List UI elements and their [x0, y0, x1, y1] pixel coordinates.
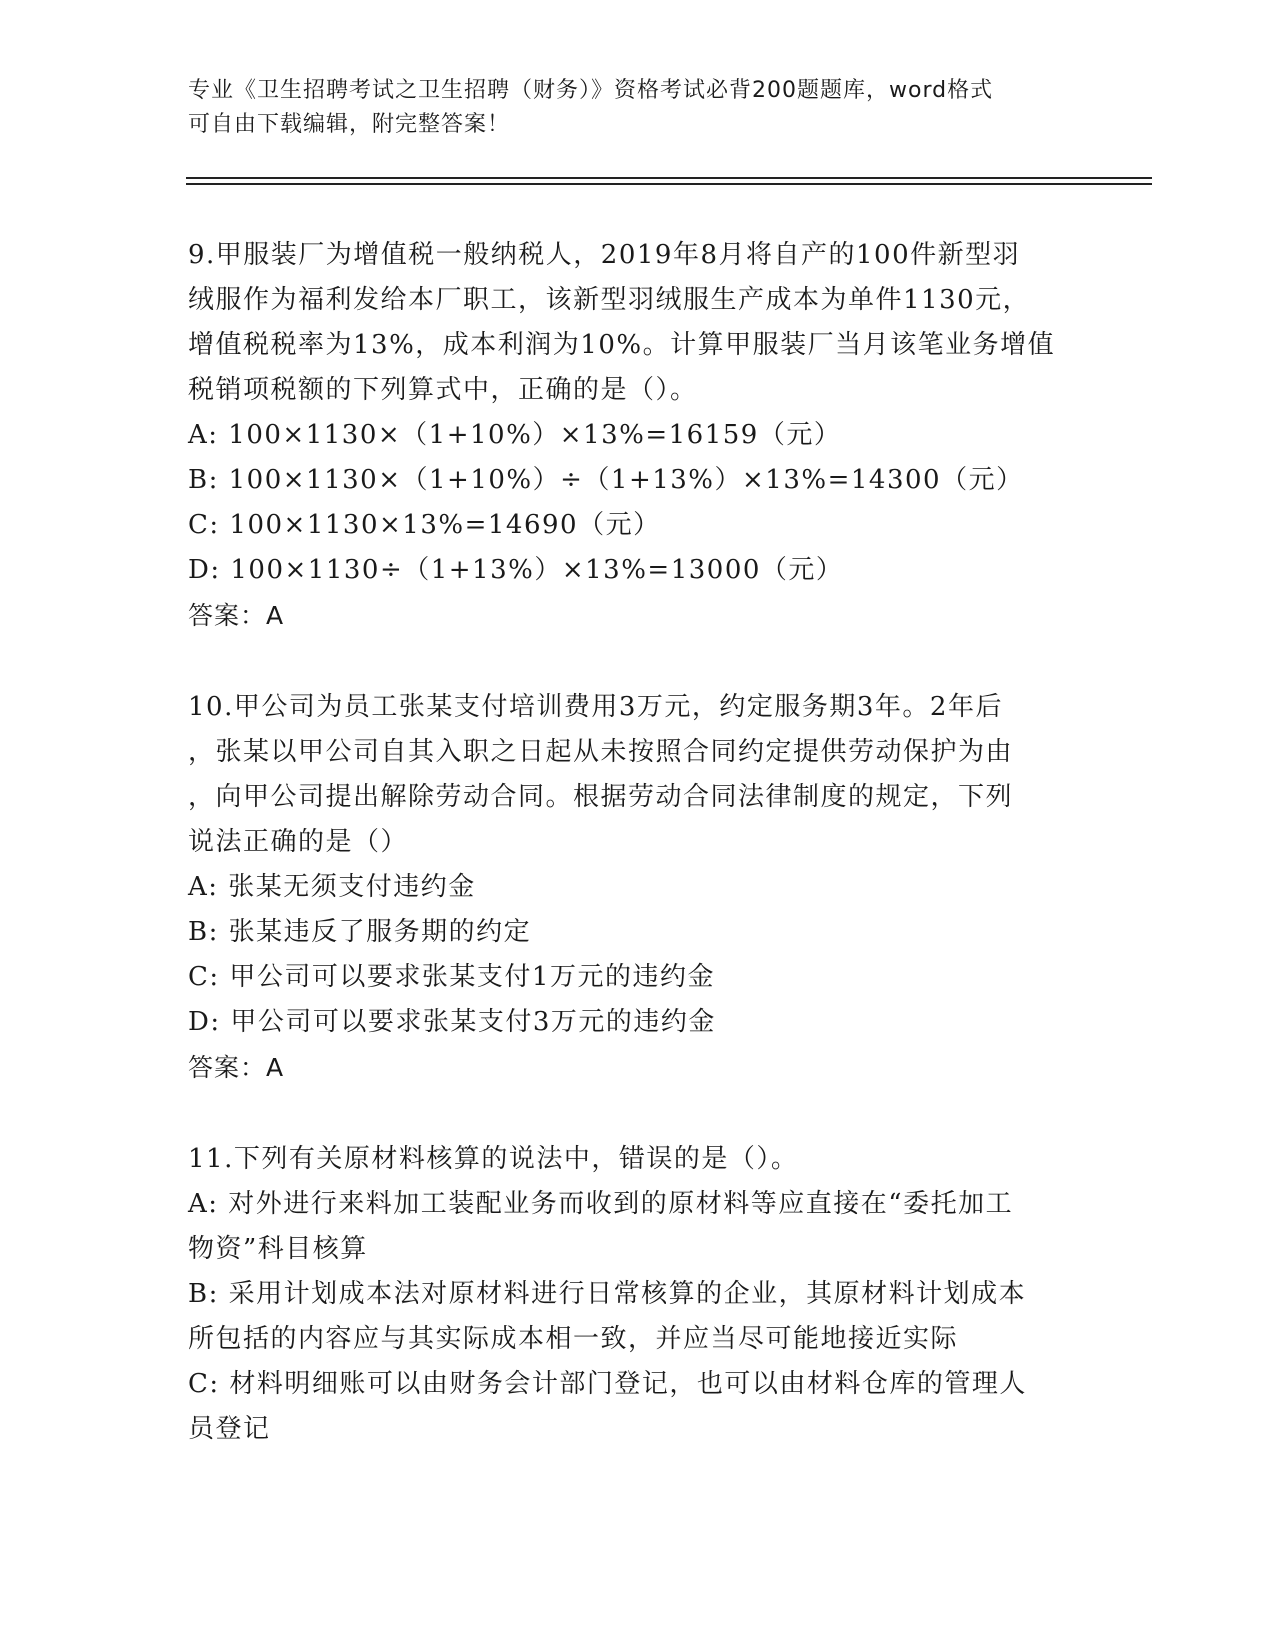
header-divider-top: [186, 177, 1152, 179]
option-c: C: 100×1130×13%=14690（元）: [188, 510, 661, 540]
question-10: [188, 685, 1088, 1090]
question-stem-line: 绒服作为福利发给本厂职工，该新型羽绒服生产成本为单件1130元，: [188, 285, 1031, 315]
document-header: [188, 74, 1088, 142]
option-c-continued: 员登记: [188, 1414, 271, 1444]
question-stem-line: 9.甲服装厂为增值税一般纳税人，2019年8月将自产的100件新型羽: [188, 240, 1021, 270]
answer-label: 答案：A: [188, 1053, 285, 1082]
question-list: [188, 233, 1088, 1499]
option-b-continued: 所包括的内容应与其实际成本相一致，并应当尽可能地接近实际: [188, 1324, 959, 1354]
option-b: B: 张某违反了服务期的约定: [188, 917, 532, 947]
question-stem-line: ，向甲公司提出解除劳动合同。根据劳动合同法律制度的规定，下列: [188, 782, 1014, 812]
question-11: [188, 1137, 1088, 1452]
question-stem-line: ，张某以甲公司自其入职之日起从未按照合同约定提供劳动保护为由: [188, 737, 1014, 767]
question-stem-line: 10.甲公司为员工张某支付培训费用3万元，约定服务期3年。2年后: [188, 692, 1003, 722]
option-d: D: 100×1130÷（1+13%）×13%=13000（元）: [188, 555, 844, 585]
option-a: A: 对外进行来料加工装配业务而收到的原材料等应直接在“委托加工: [188, 1189, 1014, 1219]
header-line: 专业《卫生招聘考试之卫生招聘（财务）》资格考试必背200题题库，word格式: [188, 78, 994, 103]
question-stem-line: 说法正确的是（）: [188, 827, 409, 857]
question-stem-line: 税销项税额的下列算式中，正确的是（）。: [188, 375, 698, 405]
option-a-continued: 物资”科目核算: [188, 1234, 368, 1264]
option-d: D: 甲公司可以要求张某支付3万元的违约金: [188, 1007, 716, 1037]
question-9: [188, 233, 1088, 638]
option-a: A: 100×1130×（1+10%）×13%=16159（元）: [188, 420, 842, 450]
option-a: A: 张某无须支付违约金: [188, 872, 476, 902]
question-stem-line: 增值税税率为13%，成本利润为10%。计算甲服装厂当月该笔业务增值: [188, 330, 1056, 360]
option-c: C: 材料明细账可以由财务会计部门登记，也可以由材料仓库的管理人: [188, 1369, 1027, 1399]
option-c: C: 甲公司可以要求张某支付1万元的违约金: [188, 962, 715, 992]
answer-label: 答案：A: [188, 601, 285, 630]
option-b: B: 采用计划成本法对原材料进行日常核算的企业，其原材料计划成本: [188, 1279, 1027, 1309]
question-stem-line: 11.下列有关原材料核算的说法中，错误的是（）。: [188, 1144, 799, 1174]
option-b: B: 100×1130×（1+10%）÷（1+13%）×13%=14300（元）: [188, 465, 1024, 495]
header-divider-bottom: [186, 183, 1152, 185]
header-line: 可自由下载编辑，附完整答案！: [188, 112, 511, 137]
